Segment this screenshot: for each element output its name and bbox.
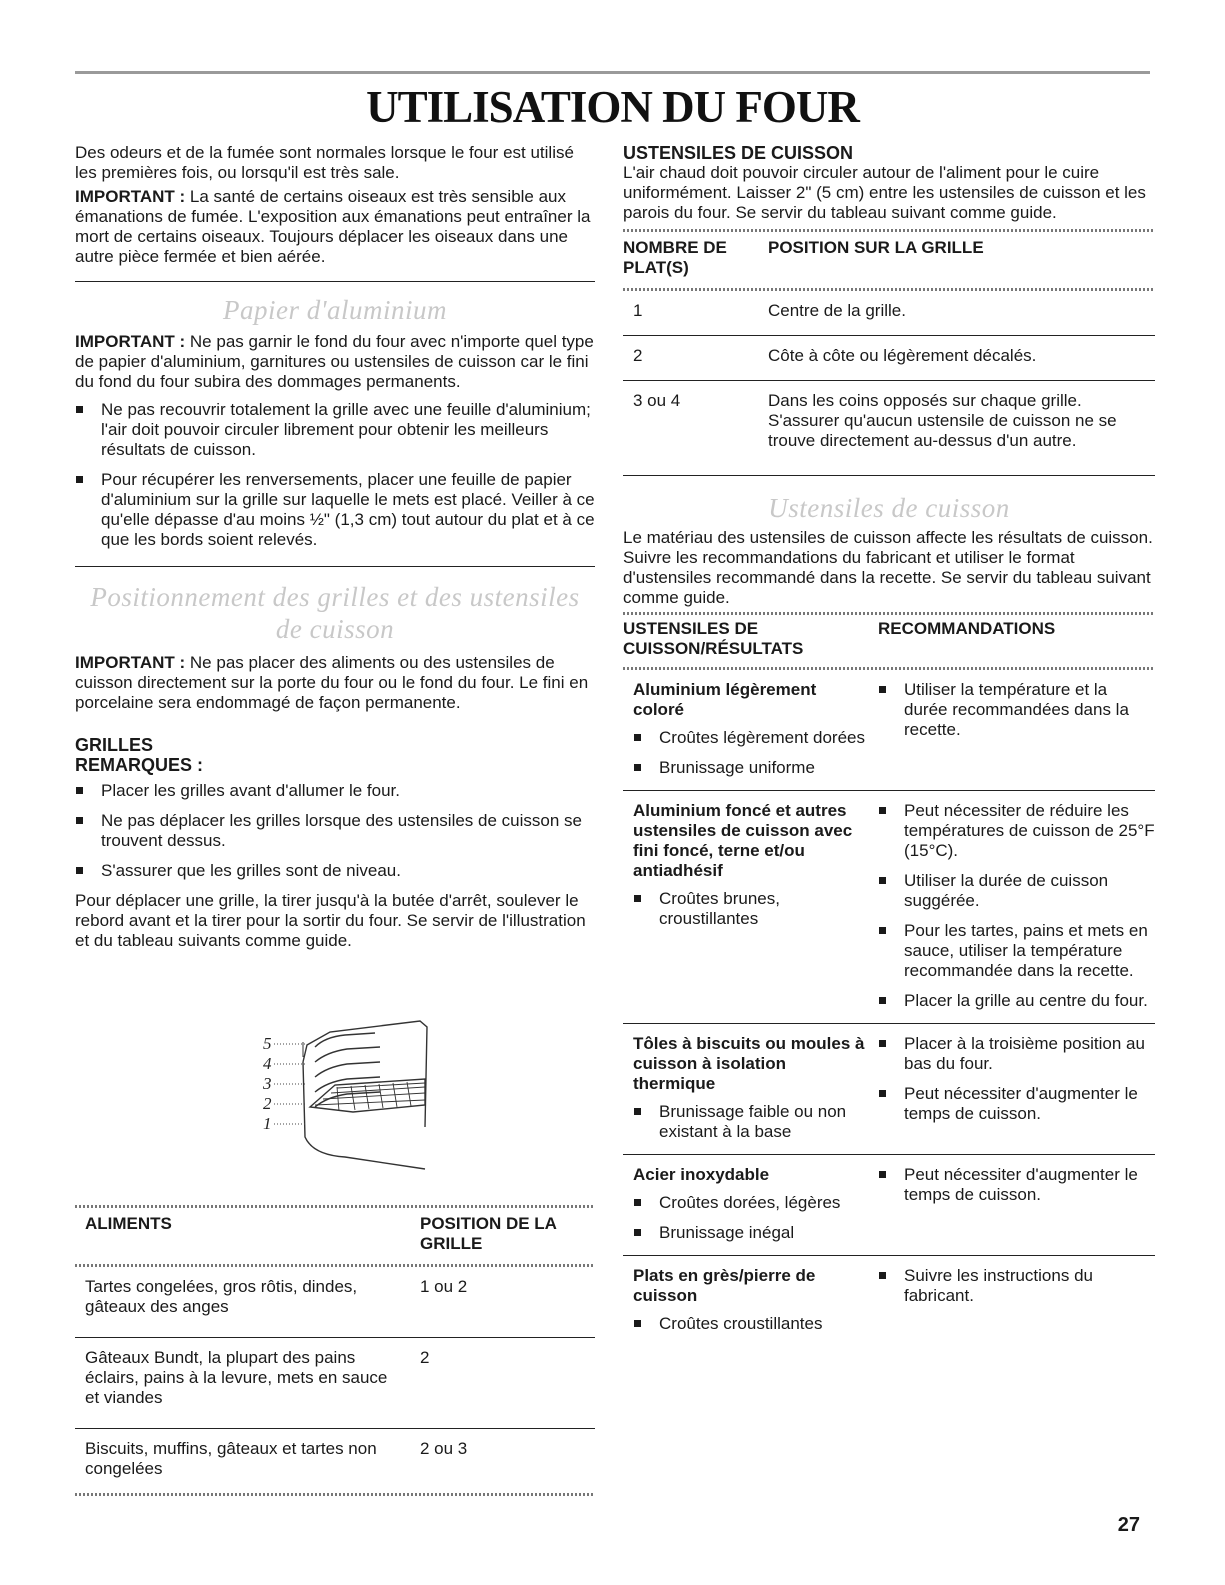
table-cell: Côte à côte ou légèrement décalés. <box>768 346 1037 365</box>
bakeware-text: L'air chaud doit pouvoir circuler autour de l'aliment pour le cuire uniformément. Laisser 2" (5 cm) entre les ustensiles de cuisson et les parois du four. Se servir du tableau suivant comme guide. <box>623 163 1146 222</box>
foil-important: IMPORTANT : Ne pas garnir le fond du four avec n'importe quel type de papier d'aluminium, garnitures ou ustensiles de cuisson car le fini du fond du four subira des dommages permanents. <box>75 332 594 391</box>
rack-wires <box>315 1083 425 1105</box>
rack-instructions: Pour déplacer une grille, la tirer jusqu'à la butée d'arrêt, soulever le rebord avant et la tirer pour la sortir du four. Se servir de l'illustration et du tableau suivants comme guide. <box>75 891 586 950</box>
table-cell: Dans les coins opposés sur chaque grille. S'assurer qu'aucun ustensile de cuisson ne se trouve directement au-dessus d'un autre. <box>768 391 1117 450</box>
positioning-important: IMPORTANT : Ne pas placer des aliments ou des ustensiles de cuisson directement sur la porte du four ou le fond du four. Le fini en porcelaine sera endommagé de façon permanente. <box>75 653 589 712</box>
table-row <box>75 1429 595 1493</box>
list-item: Utiliser la température et la durée recommandées dans la recette. <box>878 680 1155 740</box>
list-item: Ne pas recouvrir totalement la grille avec une feuille d'aluminium; l'air doit pouvoir circuler librement pour obtenir les meilleurs résultats de cuisson. <box>75 400 595 460</box>
table-header: POSITION SUR LA GRILLE <box>768 238 984 257</box>
bakeware-heading: USTENSILES DE CUISSON <box>623 143 854 163</box>
bakeware-table <box>623 232 1155 476</box>
list-item: Placer à la troisième position au bas du four. <box>878 1034 1155 1074</box>
rack-number: 1 <box>263 1114 272 1133</box>
table-row <box>623 1256 1155 1346</box>
rack-number: 2 <box>263 1094 272 1113</box>
grilles-label: GRILLES <box>75 735 154 755</box>
list-item: Pour récupérer les renversements, placer une feuille de papier d'aluminium sur la grille sur laquelle le mets est placé. Veiller à ce qu'elle dépasse d'au moins ½" (1,3 cm) tout autour du plat et à ce que les bords soient relevés. <box>75 470 595 550</box>
top-rule <box>75 71 1150 74</box>
utensils-heading: Ustensiles de cuisson <box>768 493 1010 523</box>
list-item: Placer les grilles avant d'allumer le four. <box>75 781 595 801</box>
rack-number: 5 <box>263 1034 272 1053</box>
divider <box>75 281 595 282</box>
left-column <box>75 143 595 1496</box>
positioning-heading: Positionnement des grilles et des ustensiles de cuisson <box>90 582 580 644</box>
utensils-text: Le matériau des ustensiles de cuisson affecte les résultats de cuisson. Suivre les recommandations du fabricant et utiliser le format d'ustensiles recommandé dans la recette. Se servir du tableau suivant comme guide. <box>623 528 1153 607</box>
list-item: S'assurer que les grilles sont de niveau. <box>75 861 595 881</box>
list-item: Brunissage inégal <box>633 1223 868 1243</box>
list-item: Brunissage uniforme <box>633 758 868 778</box>
table-row <box>623 791 1155 1023</box>
table-cell: 2 <box>420 1348 430 1367</box>
table-row <box>623 381 1155 475</box>
table-cell: 2 ou 3 <box>420 1439 468 1458</box>
list-item: Peut nécessiter d'augmenter le temps de cuisson. <box>878 1165 1155 1205</box>
table-row <box>623 670 1155 790</box>
table-cell: Tartes congelées, gros rôtis, dindes, gâteaux des anges <box>85 1277 358 1316</box>
rack-guide <box>315 1062 380 1077</box>
list-item: Placer la grille au centre du four. <box>878 991 1155 1011</box>
list-item: Pour les tartes, pains et mets en sauce, utiliser la température recommandée dans la recette. <box>878 921 1155 981</box>
rack-number: 3 <box>263 1074 272 1093</box>
page-number: 27 <box>1117 1514 1140 1536</box>
foil-heading: Papier d'aluminium <box>222 295 447 325</box>
utensils-table <box>623 615 1155 1346</box>
foil-bullets <box>75 400 595 550</box>
grilles-bullets <box>75 781 595 881</box>
utensil-name: Acier inoxydable <box>633 1165 770 1184</box>
list-item: Ne pas déplacer les grilles lorsque des ustensiles de cuisson se trouvent dessus. <box>75 811 595 851</box>
table-header: POSITION DE LA GRILLE <box>420 1214 557 1253</box>
table-cell: Centre de la grille. <box>768 301 906 320</box>
rack-number: 4 <box>263 1054 272 1073</box>
list-item: Peut nécessiter de réduire les températures de cuisson de 25°F (15°C). <box>878 801 1155 861</box>
utensil-name: Aluminium légèrement coloré <box>633 680 817 719</box>
list-item: Croûtes croustillantes <box>633 1314 868 1334</box>
table-header: NOMBRE DE PLAT(S) <box>623 238 727 277</box>
table-cell: 1 <box>633 301 643 320</box>
table-cell: 3 ou 4 <box>633 391 681 410</box>
table-row <box>75 1338 595 1428</box>
list-item: Brunissage faible ou non existant à la base <box>633 1102 868 1142</box>
divider <box>623 475 1155 476</box>
rack-wires <box>337 1082 411 1111</box>
table-header: USTENSILES DE CUISSON/RÉSULTATS <box>623 619 804 658</box>
right-column <box>623 143 1155 1346</box>
utensil-name: Plats en grès/pierre de cuisson <box>633 1266 816 1305</box>
food-position-table <box>75 1208 595 1496</box>
table-row <box>75 1267 595 1337</box>
table-header: RECOMMANDATIONS <box>878 619 1056 638</box>
divider <box>75 566 595 567</box>
list-item: Utiliser la durée de cuisson suggérée. <box>878 871 1155 911</box>
table-row <box>623 291 1155 335</box>
table-cell: Biscuits, muffins, gâteaux et tartes non congelées <box>85 1439 377 1478</box>
table-cell: 2 <box>633 346 643 365</box>
table-row <box>623 336 1155 380</box>
table-cell: 1 ou 2 <box>420 1277 468 1296</box>
page-title: UTILISATION DU FOUR <box>366 82 859 132</box>
list-item: Croûtes dorées, légères <box>633 1193 868 1213</box>
remarques-label: REMARQUES : <box>75 755 204 775</box>
list-item: Croûtes légèrement dorées <box>633 728 868 748</box>
intro-paragraph: Des odeurs et de la fumée sont normales lorsque le four est utilisé les premières fois, ou lorsqu'il est très sale. <box>75 143 574 182</box>
table-row <box>623 1024 1155 1154</box>
utensil-name: Tôles à biscuits ou moules à cuisson à isolation thermique <box>633 1034 865 1093</box>
oven-rack-illustration <box>75 987 595 1187</box>
table-header: ALIMENTS <box>85 1214 172 1233</box>
table-cell: Gâteaux Bundt, la plupart des pains éclairs, pains à la levure, mets en sauce et viandes <box>85 1348 388 1407</box>
list-item: Peut nécessiter d'augmenter le temps de cuisson. <box>878 1084 1155 1124</box>
table-row <box>623 1155 1155 1255</box>
list-item: Croûtes brunes, croustillantes <box>633 889 868 929</box>
intro-important: IMPORTANT : La santé de certains oiseaux est très sensible aux émanations de fumée. L'exposition aux émanations peut entraîner la mort de certains oiseaux. Toujours déplacer les oiseaux dans une autre pièce fermée et bien aérée. <box>75 187 591 266</box>
table-rule <box>75 1493 595 1496</box>
utensil-name: Aluminium foncé et autres ustensiles de cuisson avec fini foncé, terne et/ou antiadhésif <box>633 801 853 880</box>
list-item: Suivre les instructions du fabricant. <box>878 1266 1155 1306</box>
rack-guide <box>315 1047 380 1062</box>
